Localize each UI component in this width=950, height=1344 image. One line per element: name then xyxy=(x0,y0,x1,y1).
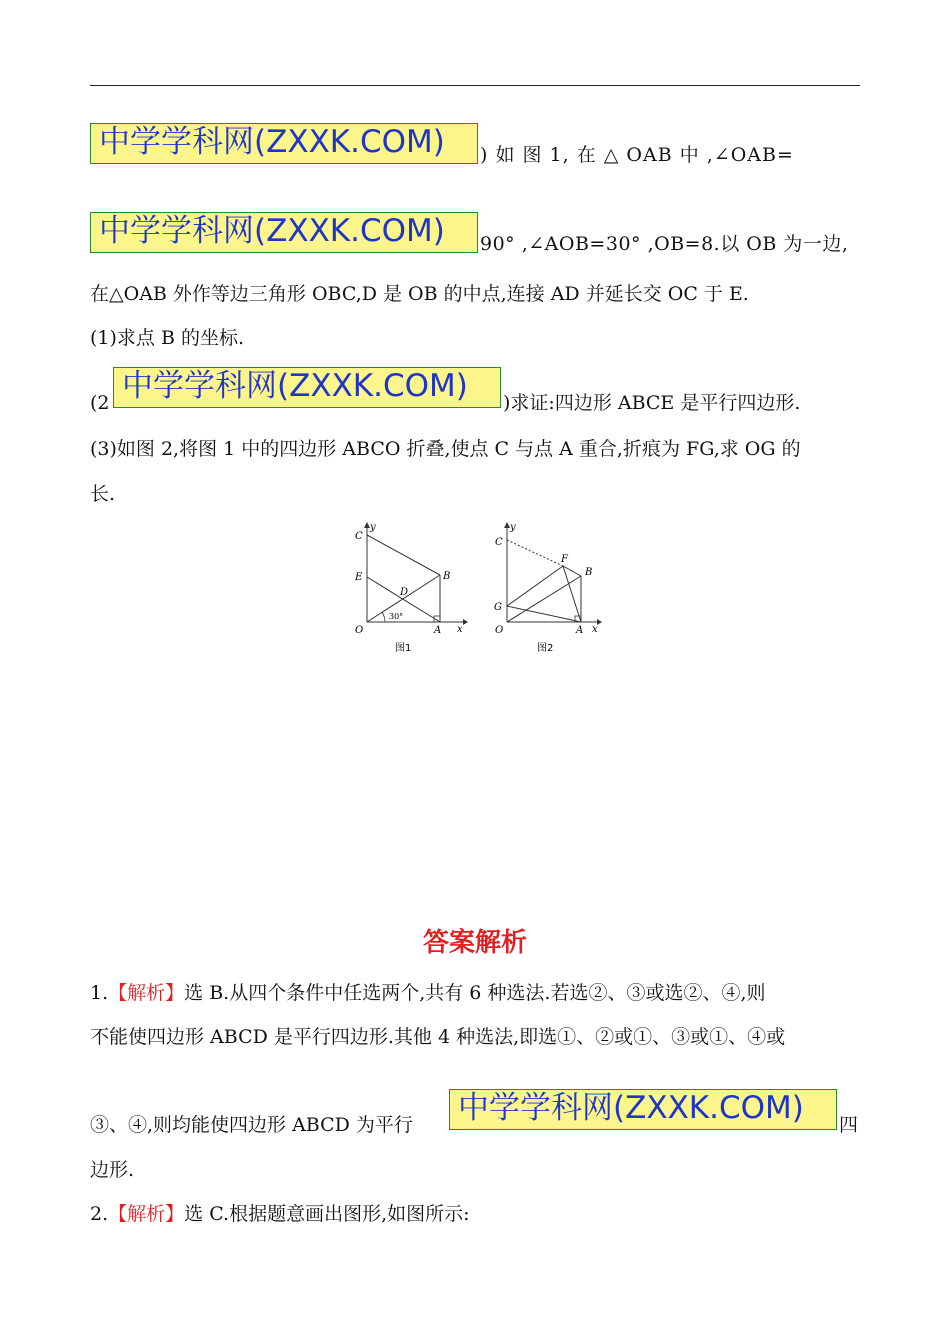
question-2-tail: )求证:四边形 ABCE 是平行四边形. xyxy=(503,392,801,414)
label-D: D xyxy=(400,587,409,598)
label-A: A xyxy=(434,625,442,636)
watermark-banner: 中学学科网(ZXXK.COM) xyxy=(90,212,478,253)
figure-1 xyxy=(345,518,475,663)
header-rule xyxy=(90,85,860,86)
question-1: (1)求点 B 的坐标. xyxy=(90,327,244,349)
label-y: y xyxy=(370,522,376,533)
x-axis-arrow xyxy=(463,619,468,625)
label-G: G xyxy=(494,602,502,613)
angle-arc xyxy=(382,612,385,622)
answer-1-line-4: 边形. xyxy=(90,1159,135,1181)
label-angle: 30° xyxy=(389,612,404,621)
watermark-banner: 中学学科网(ZXXK.COM) xyxy=(90,123,478,164)
label-y: y xyxy=(510,522,516,533)
question-3-line-1: (3)如图 2,将图 1 中的四边形 ABCO 折叠,使点 C 与点 A 重合,折痕为 FG,求 OG 的 xyxy=(90,438,801,460)
segment-CB xyxy=(367,535,440,575)
segment-GA xyxy=(507,606,581,622)
label-O: O xyxy=(355,625,364,636)
figure-2 xyxy=(485,518,615,663)
label-x: x xyxy=(592,624,598,635)
answer-2-line-1 xyxy=(90,1200,470,1228)
problem-line-3: 在△OAB 外作等边三角形 OBC,D 是 OB 的中点,连接 AD 并延长交 OC 于 E. xyxy=(90,283,749,305)
segment-OB xyxy=(507,576,581,622)
label-F: F xyxy=(561,554,568,565)
analysis-tag: 【解析】 xyxy=(108,982,185,1004)
label-E: E xyxy=(355,572,363,583)
label-B: B xyxy=(585,567,593,578)
label-C: C xyxy=(355,531,363,542)
watermark-banner: 中学学科网(ZXXK.COM) xyxy=(449,1089,837,1130)
label-O: O xyxy=(495,625,504,636)
question-2-head: (2 xyxy=(90,392,110,414)
answer-1-line-3-head: ③、④,则均能使四边形 ABCD 为平行 xyxy=(90,1114,413,1136)
label-A: A xyxy=(576,625,584,636)
analysis-tag: 【解析】 xyxy=(108,1203,185,1225)
watermark-banner: 中学学科网(ZXXK.COM) xyxy=(113,367,501,408)
answer-2-text: 选 C.根据题意画出图形,如图所示: xyxy=(184,1203,470,1225)
answer-1-line-1-text: 选 B.从四个条件中任选两个,共有 6 种选法.若选②、③或选②、④,则 xyxy=(184,982,766,1004)
answer-1-line-3-tail: 四 xyxy=(839,1114,859,1136)
answers-title: 答案解析 xyxy=(422,928,527,958)
label-x: x xyxy=(457,624,463,635)
label-C: C xyxy=(495,537,503,548)
x-axis-arrow xyxy=(597,619,602,625)
figure-2-caption: 图2 xyxy=(537,643,554,654)
segment-GF xyxy=(507,566,563,606)
answer-1-number: 1. xyxy=(90,982,109,1004)
answer-1-line-1 xyxy=(90,979,766,1007)
figure-1-caption: 图1 xyxy=(395,643,412,654)
problem-line-1: ) 如 图 1, 在 △ OAB 中 ,∠OAB= xyxy=(480,144,794,166)
segment-CF-dashed xyxy=(507,540,563,566)
answer-1-line-2: 不能使四边形 ABCD 是平行四边形.其他 4 种选法,即选①、②或①、③或①、④或 xyxy=(90,1026,786,1048)
answer-2-number: 2. xyxy=(90,1203,109,1225)
label-B: B xyxy=(443,571,451,582)
question-3-line-2: 长. xyxy=(90,483,116,505)
problem-line-2: 90° ,∠AOB=30° ,OB=8.以 OB 为一边, xyxy=(480,233,849,255)
